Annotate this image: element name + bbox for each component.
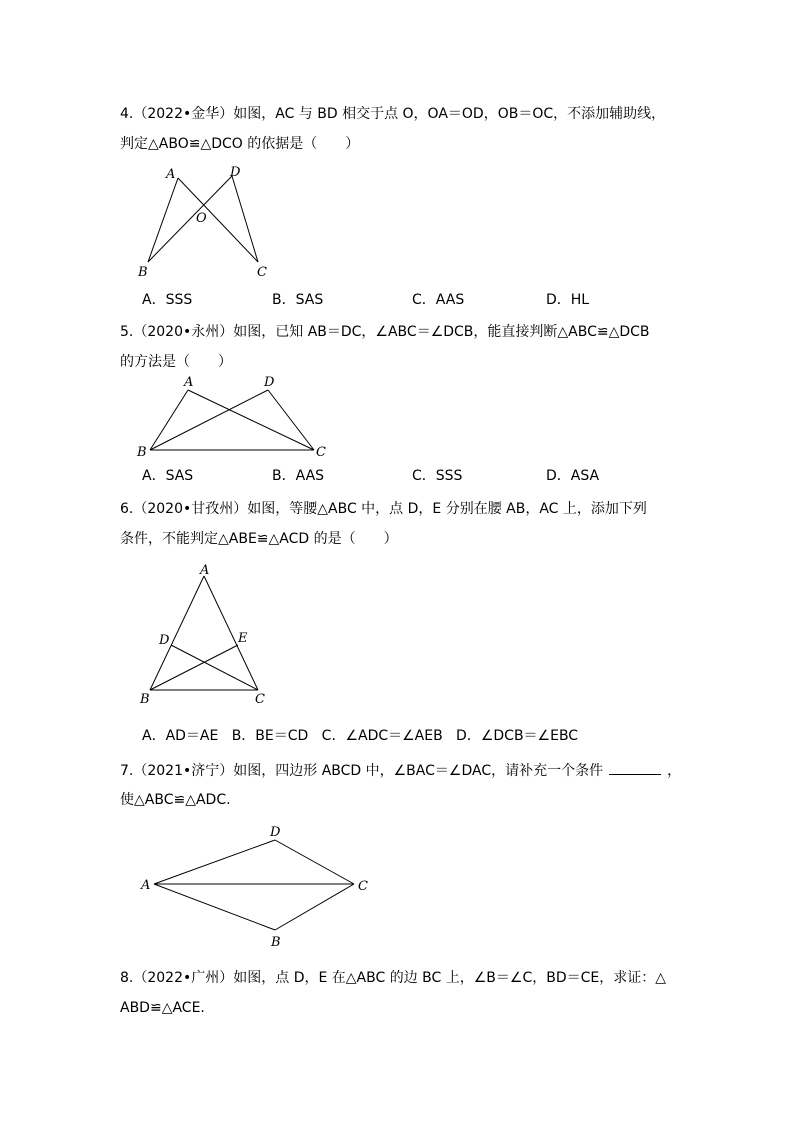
q7-text-line2: 使△ABC≌△ADC. [120,792,231,808]
q6-label-a: A [200,563,210,578]
q6-text-line1: 6.（2020•甘孜州）如图，等腰△ABC 中，点 D，E 分别在腰 AB，AC 上，添加下列 [120,501,647,517]
q5-label-d: D [264,375,275,390]
q5-text-line1: 5.（2020•永州）如图，已知 AB＝DC，∠ABC＝∠DCB，能直接判断△ABC≌△DCB [120,324,650,340]
q4-label-o: O [196,211,207,226]
q4-option-a[interactable]: A．SSS [142,292,193,308]
q6-text-line2: 条件，不能判定△ABE≌△ACD 的是（ ） [120,531,398,547]
q7-text-line1-a: 7.（2021•济宁）如图，四边形 ABCD 中，∠BAC＝∠DAC，请补充一个条件 [120,763,604,779]
q4-label-b: B [138,265,148,280]
q5-label-b: B [137,445,147,460]
q6-label-e: E [238,631,248,646]
q4-option-b[interactable]: B．SAS [272,292,324,308]
q4-text-line2: 判定△ABO≌△DCO 的依据是（ ） [120,136,360,152]
q7-label-a: A [141,878,151,893]
q7-segment-cb [275,884,354,930]
q7-segment-ba [154,884,275,930]
q6-label-b: B [140,692,150,707]
q8-text-line2: ABD≌△ACE. [120,1000,205,1016]
q7-segment-ad [154,840,275,884]
q4-label-d: D [230,165,241,180]
q5-option-c[interactable]: C．SSS [412,468,463,484]
q5-option-a[interactable]: A．SAS [142,468,194,484]
q7-label-d: D [270,825,281,840]
q4-label-c: C [257,265,267,280]
q7-label-c: C [358,879,368,894]
q6-label-c: C [255,692,265,707]
q5-option-d[interactable]: D．ASA [546,468,600,484]
q5-label-a: A [184,375,194,390]
q4-label-a: A [166,167,176,182]
q4-text-line1: 4.（2022•金华）如图，AC 与 BD 相交于点 O，OA＝OD，OB＝OC，不添加辅助线， [120,106,666,122]
q5-option-b[interactable]: B．AAS [272,468,325,484]
q5-text-line2: 的方法是（ ） [120,354,232,370]
q8-text-line1: 8.（2022•广州）如图，点 D，E 在△ABC 的边 BC 上，∠B＝∠C，BD＝CE，求证：△ [120,970,666,986]
q7-label-b: B [271,935,281,950]
q6-options[interactable]: A．AD＝AE B．BE＝CD C．∠ADC＝∠AEB D．∠DCB＝∠EBC [142,728,579,744]
q4-option-c[interactable]: C．AAS [412,292,465,308]
q6-label-d: D [159,633,170,648]
q7-segment-dc [275,840,354,884]
q7-text-line1-b: ， [667,763,682,779]
q5-label-c: C [316,445,326,460]
q4-option-d[interactable]: D．HL [546,292,590,308]
